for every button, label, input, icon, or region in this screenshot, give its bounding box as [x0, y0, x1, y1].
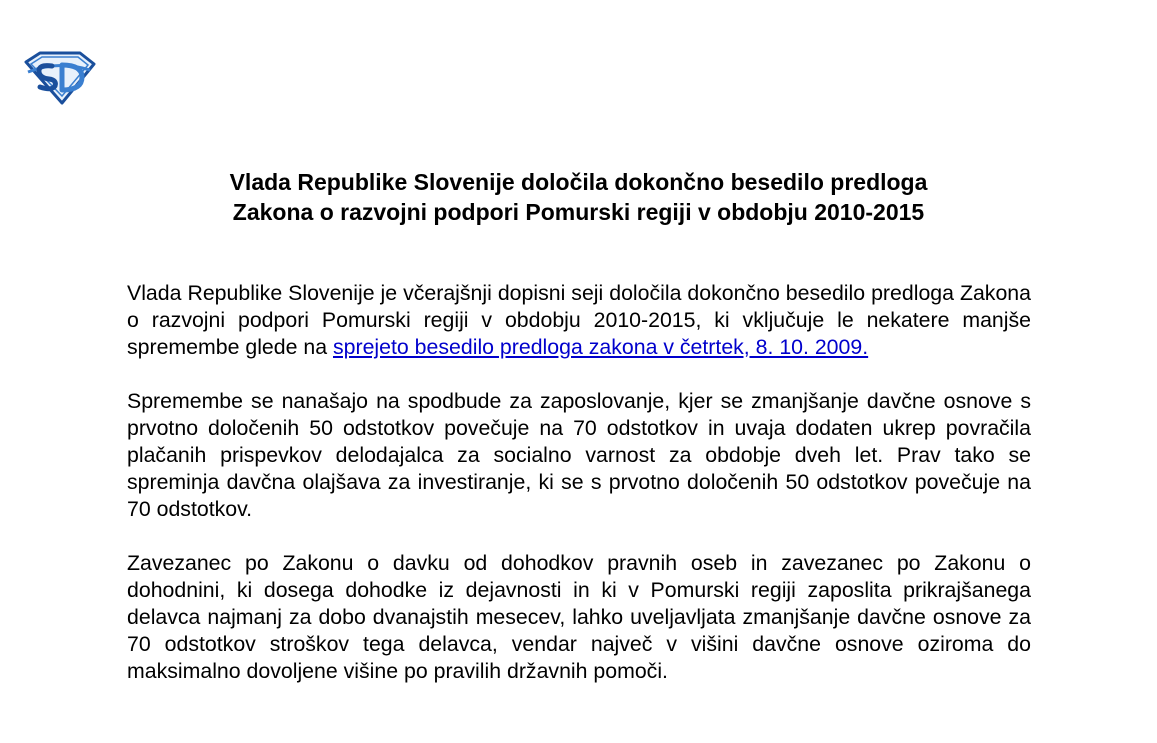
- title-line-1: Vlada Republike Slovenije določila dokončno besedilo predloga: [229, 169, 928, 195]
- sd-logo: [22, 50, 96, 106]
- paragraph-2: Spremembe se nanašajo na spodbude za zaposlovanje, kjer se zmanjšanje davčne osnove s prvotno določenih 50 odstotkov povečuje na 70 odstotkov in uvaja dodaten ukrep povračila plačanih prispevkov delodajalca za socialno varnost za obdobje dveh let. Prav tako se spreminja davčna olajšava za investiranje, ki se s prvotno določenih 50 odstotkov povečuje na 70 odstotkov.: [127, 389, 1031, 521]
- paragraph-3: Zavezanec po Zakonu o davku od dohodkov pravnih oseb in zavezanec po Zakonu o dohodnini, ki dosega dohodke iz dejavnosti in ki v Pomurski regiji zaposlita prikrajšanega delavca najmanj za dobo dvanajstih mesecev, lahko uveljavljata zmanjšanje davčne osnove za 70 odstotkov stroškov tega delavca, vendar največ v višini davčne osnove oziroma do maksimalno dovoljene višine po pravilih državnih pomoči.: [127, 551, 1031, 683]
- related-article-link[interactable]: sprejeto besedilo predloga zakona v četrtek, 8. 10. 2009.: [333, 335, 869, 359]
- document-body: [127, 280, 1031, 685]
- paragraph-1: [127, 280, 1031, 361]
- title-line-2: Zakona o razvojni podpori Pomurski regiji v obdobju 2010-2015: [232, 199, 925, 225]
- document-title: [0, 167, 1157, 227]
- paragraph-1-text: Vlada Republike Slovenije je včerajšnji dopisni seji določila dokončno besedilo predloga Zakona o razvojni podpori Pomurski regiji v obdobju 2010-2015, ki vključuje le nekatere manjše spremembe glede na: [127, 281, 1031, 359]
